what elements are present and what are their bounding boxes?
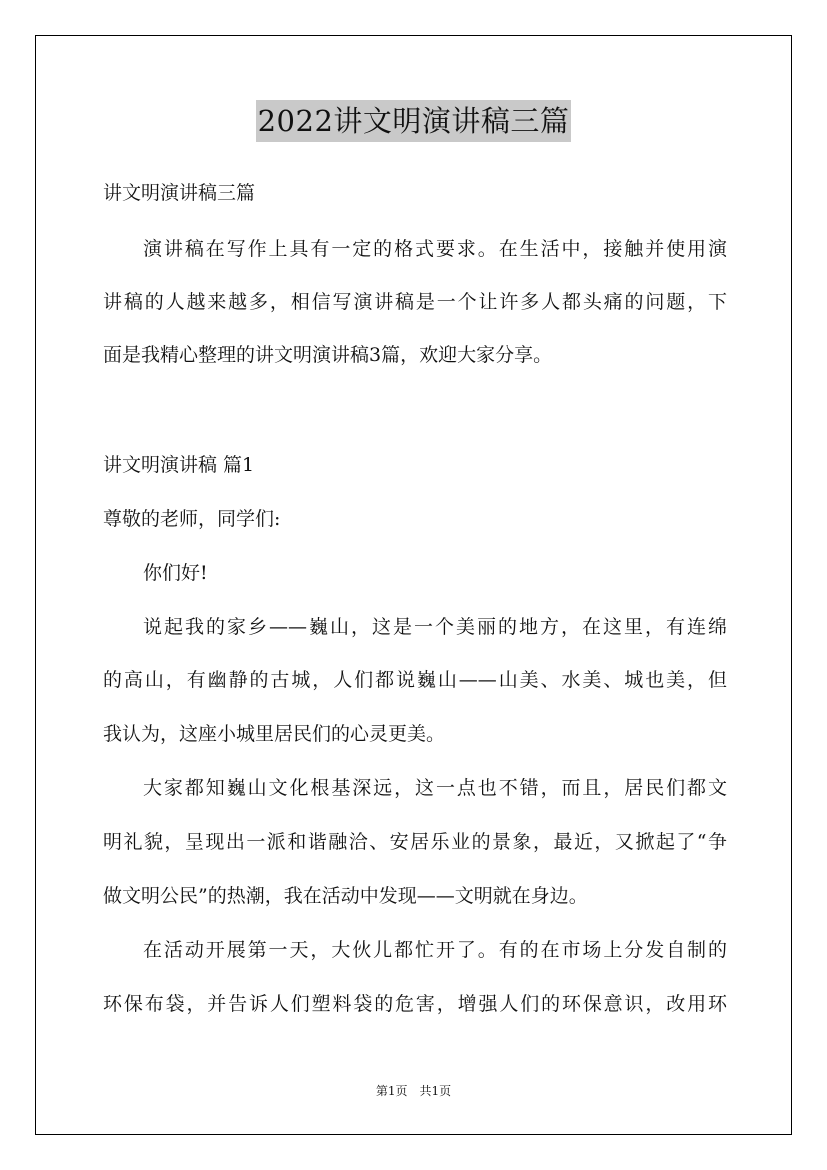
salutation: 尊敬的老师，同学们: (103, 508, 281, 530)
subtitle: 讲文明演讲稿三篇 (103, 182, 256, 204)
section-heading: 讲文明演讲稿 篇1 (103, 454, 255, 476)
intro-line: 演讲稿在写作上具有一定的格式要求。在生活中，接触并使用演 (143, 238, 727, 260)
page-number: 第1页 (375, 1084, 408, 1098)
intro-line: 讲稿的人越来越多，相信写演讲稿是一个让许多人都头痛的问题，下 (103, 291, 727, 313)
paragraph-line: 环保布袋，并告诉人们塑料袋的危害，增强人们的环保意识，改用环 (103, 993, 727, 1015)
paragraph-line: 说起我的家乡——巍山，这是一个美丽的地方，在这里，有连绵 (143, 616, 727, 638)
paragraph-line: 做文明公民”的热潮，我在活动中发现——文明就在身边。 (103, 885, 588, 907)
document-title: 2022讲文明演讲稿三篇 (256, 100, 572, 142)
title-area (0, 100, 827, 142)
page-total: 共1页 (419, 1084, 452, 1098)
greeting: 你们好! (143, 562, 208, 584)
page-footer (0, 1083, 827, 1099)
paragraph-line: 在活动开展第一天，大伙儿都忙开了。有的在市场上分发自制的 (143, 939, 727, 961)
paragraph-line: 明礼貌，呈现出一派和谐融洽、安居乐业的景象，最近，又掀起了“争 (103, 831, 727, 853)
intro-line: 面是我精心整理的讲文明演讲稿3篇，欢迎大家分享。 (103, 344, 553, 366)
paragraph-line: 我认为，这座小城里居民们的心灵更美。 (103, 723, 446, 745)
paragraph-line: 的高山，有幽静的古城，人们都说巍山——山美、水美、城也美，但 (103, 669, 727, 691)
paragraph-line: 大家都知巍山文化根基深远，这一点也不错，而且，居民们都文 (143, 777, 727, 799)
